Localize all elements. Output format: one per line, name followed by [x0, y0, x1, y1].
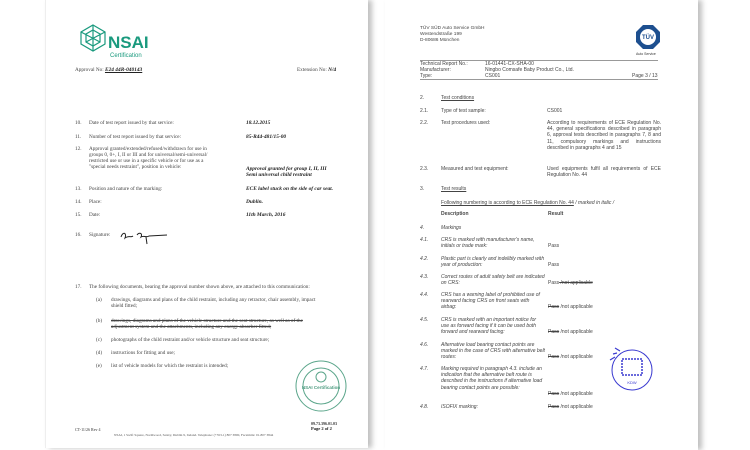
result-description: CRS is marked with an important notice for use as forward facing if it can be used both forward and rearward facing:	[441, 317, 537, 336]
result-not-applicable: /not applicable	[559, 304, 593, 311]
item-label: Measured and test equipment:	[441, 166, 509, 172]
result-pass: Pass	[548, 404, 560, 410]
section-number: 2.	[420, 95, 425, 101]
tuv-logo-text: TÜV	[642, 35, 654, 41]
column-result: Result	[548, 211, 564, 217]
result-value	[548, 243, 559, 249]
item-number: 12.	[75, 146, 82, 152]
result-not-applicable: /not applicable	[559, 354, 593, 361]
kdw-stamp-icon	[607, 343, 653, 391]
header-value: Ningbo Comsafe Baby Product Co., Ltd.	[485, 67, 574, 73]
sub-item-text: drawings, diagrams and plans of the child restraint, including any retractor, chair assembly, impact shield fitted;	[111, 297, 316, 309]
result-pass: Pass	[548, 354, 560, 361]
result-number: 4.2.	[420, 256, 429, 262]
result-description: ISOFIX marking:	[441, 404, 478, 410]
item-value: ECE label stuck on the side of car seat.	[246, 186, 334, 192]
page-number: Page 3 / 13	[632, 73, 658, 79]
result-not-applicable: /not applicable	[559, 390, 593, 397]
header-key: Type:	[420, 73, 433, 79]
extension-value: N/4	[328, 67, 337, 73]
result-description: CRS is marked with manufacturer's name, initials or trade mark:	[441, 237, 535, 250]
result-value	[548, 354, 593, 360]
sub-item-text: drawings, diagrams and plans of the vehicle structure and the seat structure, as well as of the adjustment system and the attachments, including any energy absorber fitted;	[111, 318, 303, 330]
company-name: TÜV SÜD Auto Service GmbH	[420, 26, 485, 31]
item-value: CS001	[547, 108, 563, 114]
item-label: Position and nature of the marking:	[89, 186, 163, 192]
approval-number	[75, 67, 142, 73]
header-key: Manufacturer:	[420, 67, 451, 73]
signature-icon	[119, 229, 169, 245]
item-label: Date:	[89, 212, 101, 218]
result-value	[548, 304, 593, 310]
nsai-logo-subtitle: Certification	[110, 53, 142, 59]
result-number: 4.3.	[420, 274, 429, 280]
item-label: Test procedures used:	[441, 120, 491, 126]
item-value: 18.12.2015	[246, 120, 271, 126]
extension-label: Extension No:	[297, 67, 327, 73]
item-number: 17.	[75, 284, 82, 290]
item-value-2: Semi universal child restraint	[246, 172, 312, 178]
result-number: 4.6.	[420, 342, 429, 348]
result-value	[548, 404, 593, 410]
result-description: Marking required in paragraph 4.3. include an indication that the alternative belt route is described in the instructions if alternative load bearing contact points are possible:	[441, 366, 543, 391]
result-pass: Pass	[548, 280, 560, 287]
item-number: 14.	[75, 199, 82, 205]
tuv-logo-icon	[635, 24, 661, 50]
result-pass: Pass	[548, 243, 560, 250]
footer-page: Page 2 of 2	[311, 426, 332, 431]
item-label: Place:	[89, 199, 102, 205]
result-pass: Pass	[548, 304, 560, 311]
item-label: Date of test report issued by that service:	[89, 120, 174, 126]
section-number: 4.	[420, 225, 425, 231]
result-value	[548, 329, 593, 335]
approval-value: E24 44R-040143	[104, 67, 143, 73]
item-value: According to requirements of ECE Regulation No. 44, general specifications described in paragraph 6, approval tests described in paragraphs 7, 8 and 11, compulsory markings and instructions described in paragraphs 4 and 15	[547, 120, 661, 151]
tuv-logo-subtitle: Auto Service	[636, 52, 656, 56]
item-label: Number of test report issued by that service:	[89, 134, 182, 140]
sub-item-key: (d)	[96, 350, 103, 356]
sub-item-text: instructions for fitting and use;	[111, 350, 175, 356]
tuv-report-page	[385, 0, 698, 450]
nsai-approval-page	[45, 0, 368, 448]
sub-item-text: photographs of the child restraint and/or vehicle structure and seat structure;	[111, 337, 270, 343]
extension-number	[297, 67, 336, 73]
footer-reference: 09.73.396.01.03	[311, 421, 337, 426]
nsai-logo-text: NSAI	[108, 33, 149, 52]
result-number: 4.8.	[420, 404, 429, 410]
item-label: Signature:	[89, 232, 111, 238]
item-number: 16.	[75, 232, 82, 238]
numbering-note-text: Following numbering is according to ECE Regulation No. 44	[441, 200, 574, 206]
section-number: 3.	[420, 186, 425, 192]
numbering-note	[441, 200, 614, 206]
section-title: Markings	[441, 225, 462, 231]
item-number: 10.	[75, 120, 82, 126]
result-description: Correct routes of adult safety belt are indicated on CRS:	[441, 274, 545, 287]
sub-item-text: list of vehicle models for which the restraint is intended;	[111, 363, 229, 369]
item-number: 13.	[75, 186, 82, 192]
company-city: D-80686 München	[420, 38, 460, 43]
result-number: 4.5.	[420, 317, 429, 323]
item-value: Approval granted for group I, II, III	[246, 166, 327, 172]
section-title: Test conditions	[441, 95, 475, 101]
sub-item-key: (e)	[96, 363, 102, 369]
kdw-stamp-text: KDW	[627, 380, 637, 385]
item-number: 2.2.	[420, 120, 429, 126]
item-number: 2.3.	[420, 166, 429, 172]
result-number: 4.7.	[420, 366, 429, 372]
result-value	[548, 280, 593, 286]
header-value: 16-01441-CX-SHA-00	[485, 61, 534, 67]
result-value	[548, 391, 593, 397]
sub-item-key: (a)	[96, 297, 102, 303]
result-number: 4.1.	[420, 237, 429, 243]
item-label: Approval granted/extended/refused/withdrawn for use in groups 0, 0+, I, II or III and for universal/semi-universal/ restricted use or use in a specific vehicle or for use as a "special needs restraint", position in vehicle:	[89, 146, 208, 170]
item-label: The following documents, bearing the approval number shown above, are attached to this communication:	[89, 284, 310, 290]
item-value: 11th March, 2016	[246, 212, 286, 218]
result-pass: Pass	[548, 390, 560, 397]
result-not-applicable: /not applicable	[559, 280, 593, 287]
stamp-text: NSAI Certification	[301, 385, 341, 390]
section-title: Test results	[441, 186, 467, 192]
result-not-applicable: /not applicable	[559, 329, 593, 336]
result-pass: Pass	[548, 262, 560, 269]
company-address	[420, 26, 485, 44]
item-value: 85-R44-481/15-00	[246, 134, 287, 140]
item-number: 15.	[75, 212, 82, 218]
result-description: Alternative load bearing contact points are marked in the case of CRS with alternative belt routes:	[441, 342, 545, 361]
item-label: Type of test sample:	[441, 108, 486, 114]
result-not-applicable: /not applicable	[559, 404, 593, 410]
footer-form-code: CT-11/26 Rev 4	[75, 427, 101, 432]
company-street: Westendstraße 199	[420, 32, 462, 37]
result-description: CRS has a warning label of prohibited use of rearward facing CRS on front seats with airbag:	[441, 292, 540, 311]
item-number: 11.	[75, 134, 82, 140]
header-value: CS001	[485, 73, 501, 79]
footer-address: NSAI, 1 Swift Square, Northwood, Santry, Dublin 9, Ireland. Telephone: (+353-1) 807 3800, Facsimile: 01-807 3844	[114, 433, 274, 437]
result-description: Plastic part is clearly and indelibly marked with year of production:	[441, 256, 545, 269]
result-number: 4.4.	[420, 292, 429, 298]
sub-item-key: (c)	[96, 337, 102, 343]
nsai-hexagon-logo-icon	[79, 24, 107, 52]
column-description: Description	[441, 211, 469, 217]
header-key: Technical Report No.:	[420, 61, 468, 67]
sub-item-key: (b)	[96, 318, 103, 324]
result-pass: Pass	[548, 329, 560, 336]
numbering-suffix: / marked in italic /	[573, 200, 615, 206]
result-value	[548, 262, 559, 268]
approval-label: Approval No:	[75, 67, 104, 73]
item-value: Used equipments fulfil all requirements of ECE Regulation No. 44	[547, 166, 661, 179]
item-value: Dublin.	[246, 199, 263, 205]
item-number: 2.1.	[420, 108, 429, 114]
